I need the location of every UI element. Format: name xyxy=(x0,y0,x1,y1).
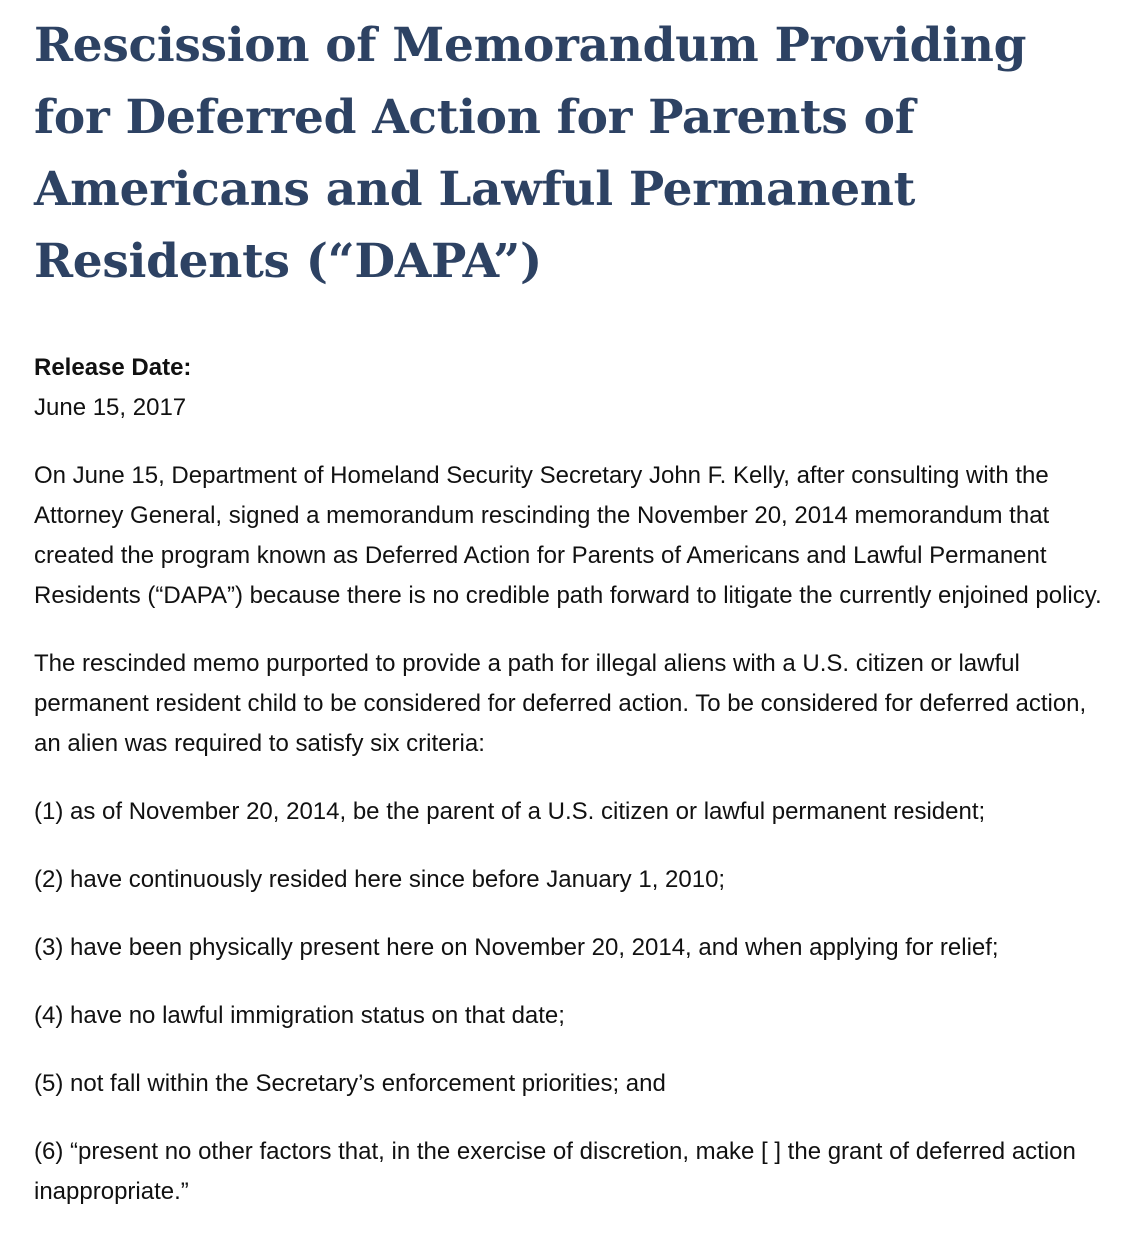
page-title: Rescission of Memorandum Providing for Deferred Action for Parents of Americans and Lawful Permanent Residents (“DAPA”) xyxy=(34,18,1027,289)
criterion-5: (5) not fall within the Secretary’s enforcement priorities; and xyxy=(34,1070,666,1097)
criterion-2: (2) have continuously resided here since before January 1, 2010; xyxy=(34,866,726,893)
release-date-value: June 15, 2017 xyxy=(34,394,187,421)
criterion-6: (6) “present no other factors that, in the exercise of discretion, make [ ] the grant of deferred action inappropriate.” xyxy=(34,1138,1076,1205)
criterion-4: (4) have no lawful immigration status on that date; xyxy=(34,1002,565,1029)
criterion-1: (1) as of November 20, 2014, be the parent of a U.S. citizen or lawful permanent resident; xyxy=(34,798,986,825)
memo-paragraph: The rescinded memo purported to provide a path for illegal aliens with a U.S. citizen or lawful permanent resident child to be considered for deferred action. To be considered for deferred action, an alien was required to satisfy six criteria: xyxy=(34,650,1087,757)
article xyxy=(34,10,1104,1212)
release-date-label: Release Date: xyxy=(34,354,192,381)
intro-paragraph: On June 15, Department of Homeland Security Secretary John F. Kelly, after consulting with the Attorney General, signed a memorandum rescinding the November 20, 2014 memorandum that created the program known as Deferred Action for Parents of Americans and Lawful Permanent Residents (“DAPA”) because there is no credible path forward to litigate the currently enjoined policy. xyxy=(34,462,1102,609)
criterion-3: (3) have been physically present here on November 20, 2014, and when applying for relief; xyxy=(34,934,999,961)
